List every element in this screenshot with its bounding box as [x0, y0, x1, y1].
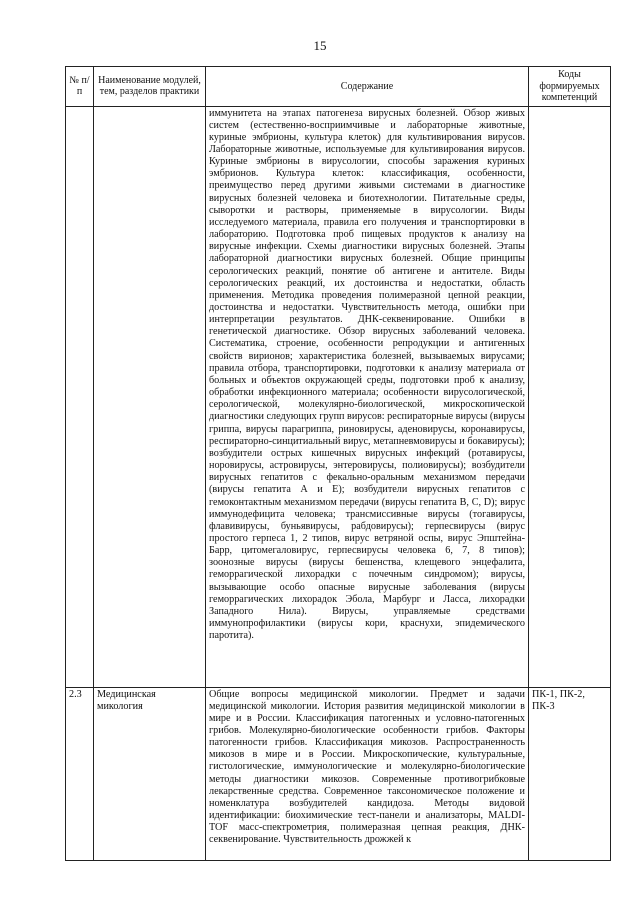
row-module-name: Медицинская микология	[94, 687, 206, 860]
row-module-name	[94, 106, 206, 687]
table-row	[66, 106, 611, 687]
curriculum-table	[65, 66, 611, 861]
header-name: Наименование модулей, тем, разделов практики	[94, 67, 206, 107]
table-row	[66, 687, 611, 860]
header-content: Содержание	[206, 67, 529, 107]
row-number: 2.3	[66, 687, 94, 860]
row-content: Общие вопросы медицинской микологии. Предмет и задачи медицинской микологии. История развития медицинской микологии в мире и в России. Классификация патогенных и условно-патогенных грибов. Молекулярно-биологические особенности грибов. Факторы патогенности грибов. Классификация микозов. Распространенность микозов в мире и в России. Микроскопические, культуральные, гистологические, иммунологические и молекулярно-биологические методы диагностики микозов. Современные противогрибковые лекарственные средства. Современное таксономическое положение и номенклатура возбудителей кандидоза. Методы видовой идентификации: биохимические тест-панели и анализаторы, MALDI-TOF масс-спектрометрия, полимеразная цепная реакция, ДНК-секвенирование. Чувствительность дрожжей к	[206, 687, 529, 860]
header-num: № п/п	[66, 67, 94, 107]
table-header-row	[66, 67, 611, 107]
page-number: 15	[313, 38, 327, 53]
row-content: иммунитета на этапах патогенеза вирусных болезней. Обзор живых систем (естественно-восприимчивые и лабораторные животные, куриные эмбрионы, культура клеток) для культивирования вирусов. Лабораторные животные, используемые для культивирования вирусов. Куриные эмбрионы в вирусологии, способы заражения куриных эмбрионов. Культура клеток: классификация, особенности, преимущество перед другими живыми системами в диагностике вирусных болезней человека и биотехнологии. Питательные среды, сыворотки и растворы, применяемые в вирусологии. Виды исследуемого материала, правила его получения и транспортировки в лабораторию. Подготовка проб пищевых продуктов к анализу на вирусные инфекции. Схемы диагностики вирусных болезней. Этапы лабораторной диагностики вирусных болезней. Общие принципы серологических реакций, понятие об антигене и антителе. Виды серологических реакций, их достоинства и недостатки, область применения. Методика проведения полимеразной цепной реакции, достоинства и недостатки. Чувствительность метода, ошибки при интерпретации результатов. ДНК-секвенирование. Ошибки в генетической диагностике. Обзор вирусных заболеваний человека. Систематика, строение, особенности репродукции и антигенных свойств вирионов; характеристика болезней, вызываемых вирусами; правила отбора, транспортировки, подготовки к анализу материала от больных и объектов окружающей среды, подготовки проб к анализу, обработки инфекционного материала; особенности вирусологической, серологической, молекулярно-биологической, микроскопической диагностики следующих групп вирусов: респираторные вирусы (вирусы гриппа, вирусы парагриппа, риновирусы, аденовирусы, коронавирусы, респираторно-синцитиальный вирус, метапневмовирусы и бокавирусы); возбудители острых кишечных вирусных инфекций (ротавирусы, норовирусы, астровирусы, энтеровирусы, полиовирусы); возбудители вирусных гепатитов с фекально-оральным механизмом передачи (вирусы гепатита А и Е); возбудители вирусных гепатитов с гемоконтактным механизмом передачи (вирусы гепатита B, C, D); вирус иммунодефицита человека; трансмиссивные вирусы (тогавирусы, флавивирусы, буньявирусы, рабдовирусы); герпесвирусы (вирус простого герпеса 1, 2 типов, вирус ветряной оспы, вирус Эпштейна-Барр, цитомегаловирус, герпесвирусы человека 6, 7, 8 типов); зоонозные вирусы (вирусы бешенства, клещевого энцефалита, геморрагической лихорадки с почечным синдромом); вирусы, вызывающие особо опасные вирусные заболевания (вирусы геморрагических лихорадок Эбола, Марбург и Ласса, лихорадки Западного Нила). Вирусы, управляемые средствами иммунопрофилактики (вирусы кори, краснухи, эпидемического паротита).	[206, 106, 529, 687]
row-number	[66, 106, 94, 687]
row-competency-codes: ПК-1, ПК-2, ПК-3	[529, 687, 611, 860]
row-competency-codes	[529, 106, 611, 687]
header-codes: Коды формируемых компетенций	[529, 67, 611, 107]
